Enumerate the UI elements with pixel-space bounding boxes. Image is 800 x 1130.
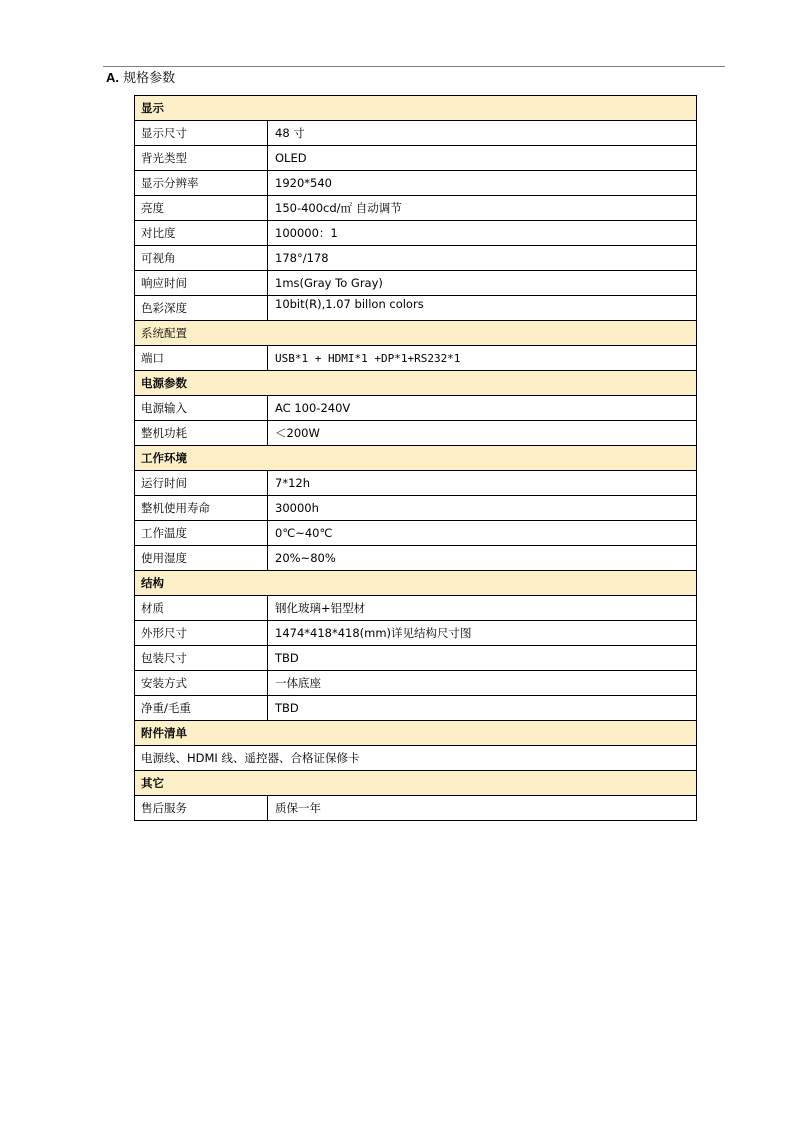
row-label: 包装尺寸 xyxy=(135,646,268,671)
accessories-list: 电源线、HDMI 线、遥控器、合格证保修卡 xyxy=(135,746,697,771)
table-row xyxy=(135,271,697,296)
section-header-display xyxy=(135,96,697,121)
table-row xyxy=(135,621,697,646)
row-label: 整机功耗 xyxy=(135,421,268,446)
row-value: 0℃~40℃ xyxy=(268,521,697,546)
section-header-accessories xyxy=(135,721,697,746)
section-title: 结构 xyxy=(135,571,697,596)
table-row xyxy=(135,746,697,771)
row-label: 电源输入 xyxy=(135,396,268,421)
section-title: 电源参数 xyxy=(135,371,697,396)
top-rule xyxy=(103,66,725,67)
row-label: 运行时间 xyxy=(135,471,268,496)
row-value: TBD xyxy=(268,696,697,721)
table-row xyxy=(135,646,697,671)
row-label: 净重/毛重 xyxy=(135,696,268,721)
section-header-structure xyxy=(135,571,697,596)
row-value: 1ms(Gray To Gray) xyxy=(268,271,697,296)
row-label: 售后服务 xyxy=(135,796,268,821)
table-row xyxy=(135,421,697,446)
row-value: 钢化玻璃+铝型材 xyxy=(268,596,697,621)
row-label: 整机使用寿命 xyxy=(135,496,268,521)
table-row xyxy=(135,221,697,246)
row-value: 7*12h xyxy=(268,471,697,496)
row-value: 100000：1 xyxy=(268,221,697,246)
section-title: 显示 xyxy=(135,96,697,121)
row-value: AC 100-240V xyxy=(268,396,697,421)
section-header-other xyxy=(135,771,697,796)
row-label: 响应时间 xyxy=(135,271,268,296)
row-value: TBD xyxy=(268,646,697,671)
row-value: OLED xyxy=(268,146,697,171)
table-row xyxy=(135,596,697,621)
heading-prefix: A. xyxy=(106,70,119,85)
heading-title: 规格参数 xyxy=(123,71,176,86)
row-label: 显示尺寸 xyxy=(135,121,268,146)
row-label: 亮度 xyxy=(135,196,268,221)
table-row xyxy=(135,146,697,171)
table-row xyxy=(135,671,697,696)
table-row xyxy=(135,396,697,421)
table-row xyxy=(135,496,697,521)
table-row xyxy=(135,546,697,571)
row-value: 48 寸 xyxy=(268,121,697,146)
row-label: 外形尺寸 xyxy=(135,621,268,646)
row-value: 178°/178 xyxy=(268,246,697,271)
section-title: 系统配置 xyxy=(135,321,697,346)
table-row xyxy=(135,296,697,321)
spec-table xyxy=(134,95,697,821)
section-header-power xyxy=(135,371,697,396)
row-value: 一体底座 xyxy=(268,671,697,696)
row-label: 使用湿度 xyxy=(135,546,268,571)
row-label: 色彩深度 xyxy=(135,296,268,321)
row-value: 10bit(R),1.07 billon colors xyxy=(268,296,697,321)
row-label: 工作温度 xyxy=(135,521,268,546)
table-row xyxy=(135,171,697,196)
table-row xyxy=(135,196,697,221)
row-label: 对比度 xyxy=(135,221,268,246)
row-value: 30000h xyxy=(268,496,697,521)
row-value: 150-400cd/㎡ 自动调节 xyxy=(268,196,697,221)
row-value: USB*1 + HDMI*1 +DP*1+RS232*1 xyxy=(268,346,697,371)
row-value: ＜200W xyxy=(268,421,697,446)
row-value: 1920*540 xyxy=(268,171,697,196)
section-title: 工作环境 xyxy=(135,446,697,471)
section-title: 其它 xyxy=(135,771,697,796)
table-row xyxy=(135,471,697,496)
table-row xyxy=(135,246,697,271)
table-row xyxy=(135,121,697,146)
table-row xyxy=(135,521,697,546)
section-header-system xyxy=(135,321,697,346)
table-row xyxy=(135,696,697,721)
section-title: 附件清单 xyxy=(135,721,697,746)
row-value: 质保一年 xyxy=(268,796,697,821)
row-label: 可视角 xyxy=(135,246,268,271)
row-value: 1474*418*418(mm)详见结构尺寸图 xyxy=(268,621,697,646)
row-label: 端口 xyxy=(135,346,268,371)
row-label: 安装方式 xyxy=(135,671,268,696)
row-label: 材质 xyxy=(135,596,268,621)
table-row xyxy=(135,346,697,371)
row-value: 20%~80% xyxy=(268,546,697,571)
row-label: 背光类型 xyxy=(135,146,268,171)
section-header-environment xyxy=(135,446,697,471)
table-row xyxy=(135,796,697,821)
page-heading xyxy=(106,70,175,87)
row-label: 显示分辨率 xyxy=(135,171,268,196)
